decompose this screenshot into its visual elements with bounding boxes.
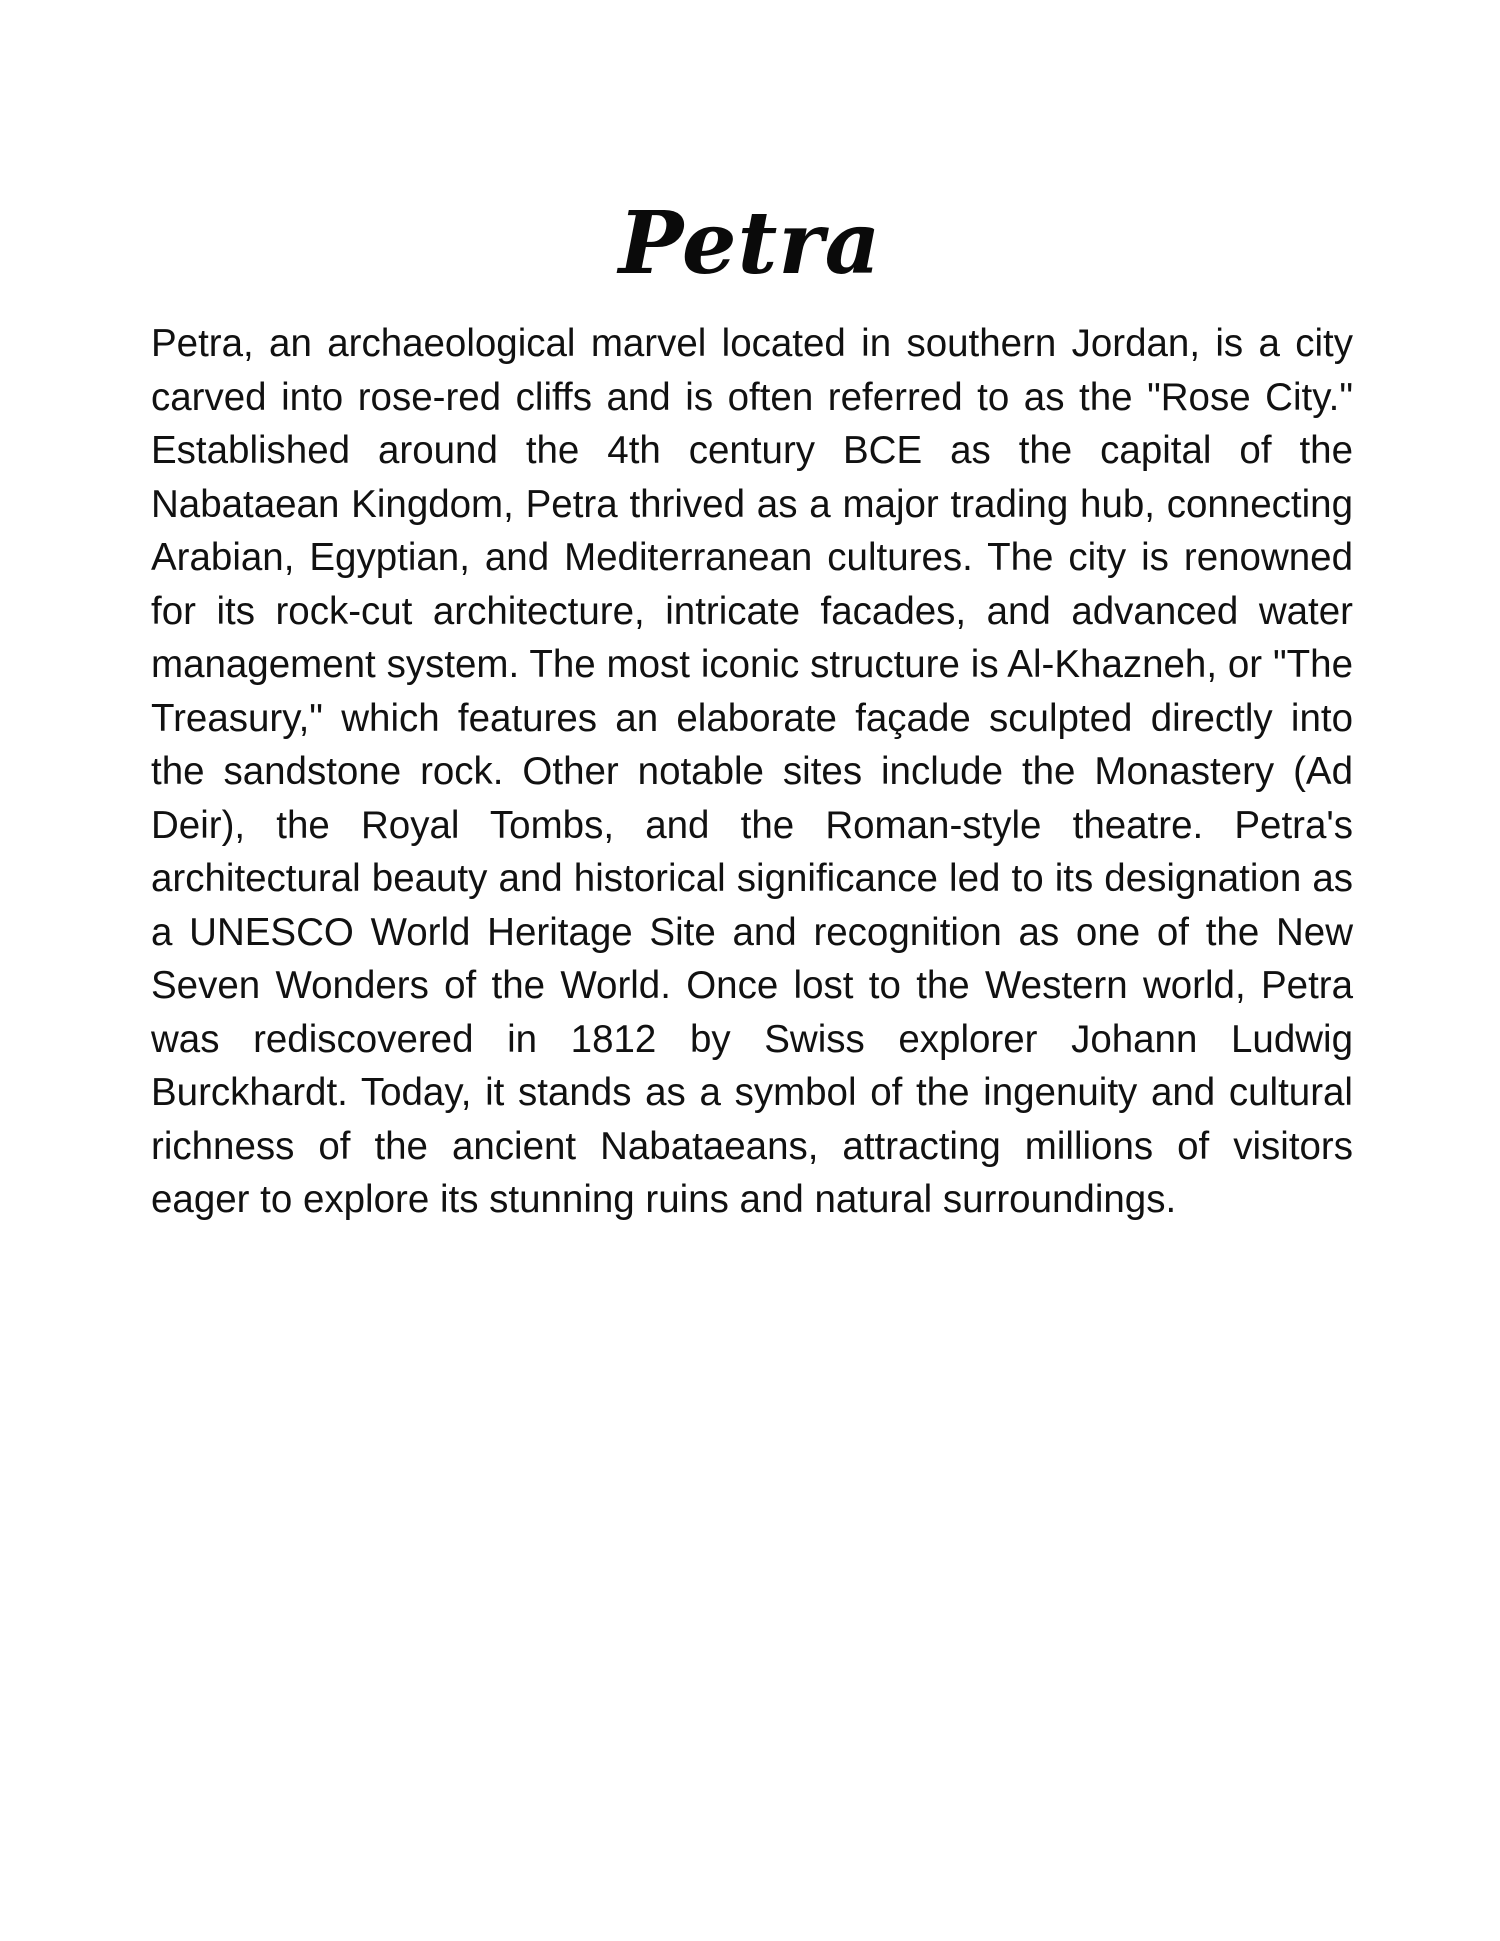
body-paragraph: Petra, an archaeological marvel located in southern Jordan, is a city carved into rose-red cliffs and is often referred to as the "Rose City." Established around the 4th century BCE as the capital of the Nabataean Kingdom, Petra thrived as a major trading hub, connecting Arabian, Egyptian, and Mediterranean cultures. The city is renowned for its rock-cut architecture, intricate facades, and advanced water management system. The most iconic structure is Al-Khazneh, or "The Treasury," which features an elaborate façade sculpted directly into the sandstone rock. Other notable sites include the Monastery (Ad Deir), the Royal Tombs, and the Roman-style theatre. Petra's architectural beauty and historical significance led to its designation as a UNESCO World Heritage Site and recognition as one of the New Seven Wonders of the World. Once lost to the Western world, Petra was rediscovered in 1812 by Swiss explorer Johann Ludwig Burckhardt. Today, it stands as a symbol of the ingenuity and cultural richness of the ancient Nabataeans, attracting millions of visitors eager to explore its stunning ruins and natural surroundings. xyxy=(151,322,1353,1221)
page-title: Petra xyxy=(618,193,882,294)
